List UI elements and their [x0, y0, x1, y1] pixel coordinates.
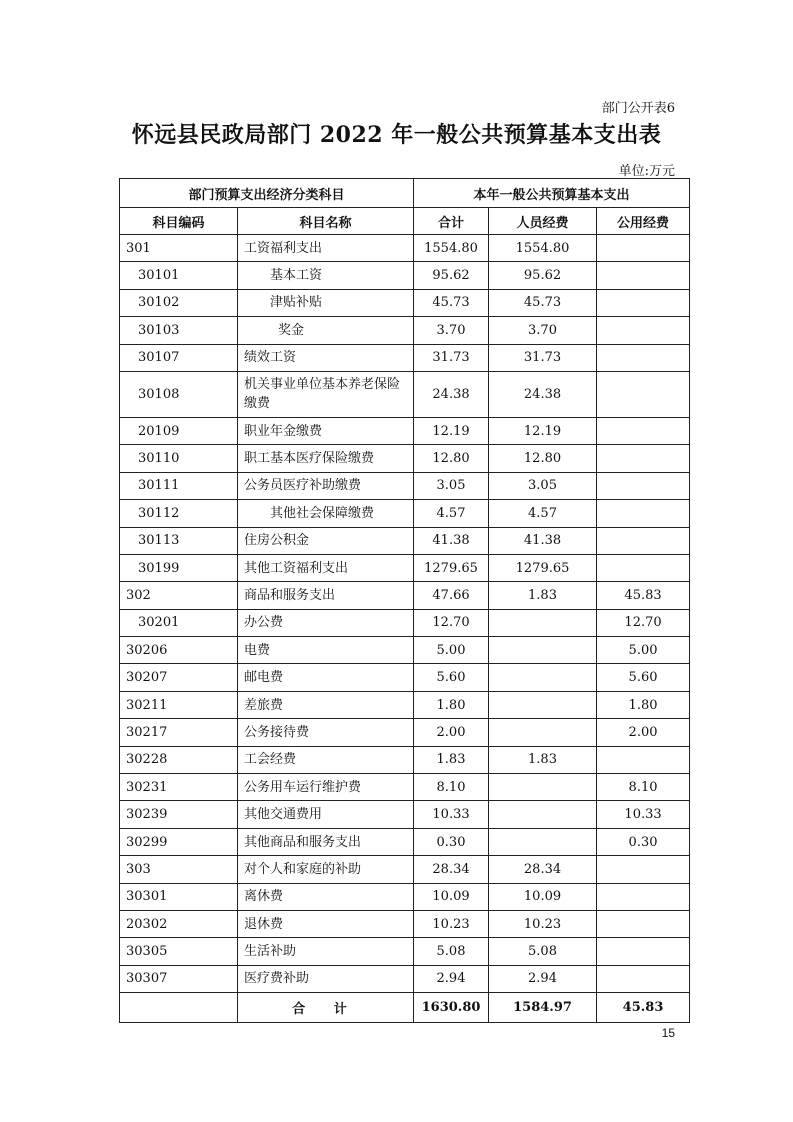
name-cell: 生活补助: [238, 938, 414, 965]
header-total: 合计: [414, 208, 489, 235]
name-cell: 差旅费: [238, 691, 414, 718]
total-cell: 12.19: [414, 417, 489, 444]
name-cell: 其他商品和服务支出: [238, 828, 414, 855]
code-cell: 30231: [120, 774, 238, 801]
budget-table: [119, 178, 690, 1023]
header-economic-category: 部门预算支出经济分类科目: [120, 179, 414, 208]
table-row: [120, 801, 690, 828]
table-row: [120, 527, 690, 554]
personnel-cell: 1554.80: [489, 235, 597, 262]
total-label: 合 计: [238, 993, 414, 1023]
table-row: [120, 719, 690, 746]
table-row: [120, 500, 690, 527]
total-cell: 47.66: [414, 582, 489, 609]
code-cell: 30101: [120, 262, 238, 289]
code-cell: 303: [120, 856, 238, 883]
personnel-cell: [489, 609, 597, 636]
total-cell: 10.33: [414, 801, 489, 828]
public-cell: [597, 883, 690, 910]
public-cell: [597, 472, 690, 499]
name-cell: 职工基本医疗保险缴费: [238, 445, 414, 472]
code-cell: 30111: [120, 472, 238, 499]
doc-label: 部门公开表6: [601, 101, 675, 116]
total-sum: 1630.80: [414, 993, 489, 1023]
public-cell: [597, 317, 690, 344]
personnel-cell: 1.83: [489, 746, 597, 773]
total-cell: 12.70: [414, 609, 489, 636]
table-row: [120, 938, 690, 965]
name-cell: 邮电费: [238, 664, 414, 691]
public-cell: [597, 289, 690, 316]
total-cell: 0.30: [414, 828, 489, 855]
header-basic-expenditure: 本年一般公共预算基本支出: [414, 179, 690, 208]
personnel-cell: 45.73: [489, 289, 597, 316]
table-row: [120, 262, 690, 289]
public-cell: 45.83: [597, 582, 690, 609]
header-name: 科目名称: [238, 208, 414, 235]
name-cell: 离休费: [238, 883, 414, 910]
code-cell: 30206: [120, 637, 238, 664]
personnel-cell: 28.34: [489, 856, 597, 883]
name-cell: 职业年金缴费: [238, 417, 414, 444]
total-cell: 5.08: [414, 938, 489, 965]
name-cell: 津贴补贴: [238, 289, 414, 316]
personnel-cell: [489, 664, 597, 691]
header-public: 公用经费: [597, 208, 690, 235]
page-number: 15: [661, 1026, 675, 1040]
code-cell: 30108: [120, 371, 238, 417]
code-cell: 30207: [120, 664, 238, 691]
code-cell: 30103: [120, 317, 238, 344]
total-public: 45.83: [597, 993, 690, 1023]
total-cell: 2.00: [414, 719, 489, 746]
name-cell: 公务用车运行维护费: [238, 774, 414, 801]
public-cell: [597, 938, 690, 965]
code-cell: 30299: [120, 828, 238, 855]
personnel-cell: [489, 691, 597, 718]
table-row: [120, 774, 690, 801]
total-code-cell: [120, 993, 238, 1023]
header-personnel: 人员经费: [489, 208, 597, 235]
total-cell: 1.80: [414, 691, 489, 718]
personnel-cell: 95.62: [489, 262, 597, 289]
name-cell: 绩效工资: [238, 344, 414, 371]
public-cell: 5.60: [597, 664, 690, 691]
total-cell: 28.34: [414, 856, 489, 883]
public-cell: [597, 527, 690, 554]
name-cell: 基本工资: [238, 262, 414, 289]
total-row: [120, 993, 690, 1023]
table-row: [120, 664, 690, 691]
table-row: [120, 417, 690, 444]
table-row: [120, 582, 690, 609]
personnel-cell: 10.09: [489, 883, 597, 910]
code-cell: 30102: [120, 289, 238, 316]
table-header-group-row: [120, 179, 690, 208]
personnel-cell: 5.08: [489, 938, 597, 965]
code-cell: 20302: [120, 910, 238, 937]
table-row: [120, 371, 690, 417]
table-row: [120, 691, 690, 718]
code-cell: 301: [120, 235, 238, 262]
name-cell: 工会经费: [238, 746, 414, 773]
personnel-cell: 10.23: [489, 910, 597, 937]
code-cell: 30110: [120, 445, 238, 472]
name-cell: 办公费: [238, 609, 414, 636]
code-cell: 30211: [120, 691, 238, 718]
total-cell: 4.57: [414, 500, 489, 527]
table-body: [120, 235, 690, 993]
total-personnel: 1584.97: [489, 993, 597, 1023]
public-cell: [597, 445, 690, 472]
public-cell: [597, 965, 690, 992]
personnel-cell: [489, 828, 597, 855]
public-cell: [597, 746, 690, 773]
total-cell: 95.62: [414, 262, 489, 289]
total-cell: 2.94: [414, 965, 489, 992]
name-cell: 电费: [238, 637, 414, 664]
personnel-cell: 3.70: [489, 317, 597, 344]
public-cell: [597, 235, 690, 262]
table-row: [120, 289, 690, 316]
public-cell: 5.00: [597, 637, 690, 664]
name-cell: 公务员医疗补助缴费: [238, 472, 414, 499]
code-cell: 30199: [120, 554, 238, 581]
total-cell: 5.60: [414, 664, 489, 691]
personnel-cell: 24.38: [489, 371, 597, 417]
name-cell: 其他交通费用: [238, 801, 414, 828]
code-cell: 30301: [120, 883, 238, 910]
total-cell: 41.38: [414, 527, 489, 554]
public-cell: 8.10: [597, 774, 690, 801]
total-cell: 45.73: [414, 289, 489, 316]
page-title: 怀远县民政局部门 2022 年一般公共预算基本支出表: [131, 122, 662, 148]
public-cell: 12.70: [597, 609, 690, 636]
name-cell: 奖金: [238, 317, 414, 344]
table-row: [120, 965, 690, 992]
total-cell: 5.00: [414, 637, 489, 664]
name-cell: 住房公积金: [238, 527, 414, 554]
code-cell: 30113: [120, 527, 238, 554]
personnel-cell: 12.19: [489, 417, 597, 444]
public-cell: 1.80: [597, 691, 690, 718]
code-cell: 30112: [120, 500, 238, 527]
table-row: [120, 828, 690, 855]
public-cell: 10.33: [597, 801, 690, 828]
public-cell: [597, 262, 690, 289]
table-row: [120, 317, 690, 344]
public-cell: [597, 371, 690, 417]
public-cell: 0.30: [597, 828, 690, 855]
code-cell: 20109: [120, 417, 238, 444]
name-cell: 机关事业单位基本养老保险缴费: [238, 371, 414, 417]
table-row: [120, 910, 690, 937]
personnel-cell: 2.94: [489, 965, 597, 992]
total-cell: 12.80: [414, 445, 489, 472]
total-cell: 31.73: [414, 344, 489, 371]
personnel-cell: [489, 719, 597, 746]
name-cell: 商品和服务支出: [238, 582, 414, 609]
name-cell: 退休费: [238, 910, 414, 937]
personnel-cell: [489, 801, 597, 828]
public-cell: [597, 417, 690, 444]
code-cell: 30307: [120, 965, 238, 992]
name-cell: 其他社会保障缴费: [238, 500, 414, 527]
personnel-cell: 4.57: [489, 500, 597, 527]
public-cell: [597, 344, 690, 371]
header-code: 科目编码: [120, 208, 238, 235]
personnel-cell: 12.80: [489, 445, 597, 472]
name-cell: 医疗费补助: [238, 965, 414, 992]
public-cell: [597, 910, 690, 937]
public-cell: [597, 500, 690, 527]
code-cell: 30107: [120, 344, 238, 371]
name-cell: 对个人和家庭的补助: [238, 856, 414, 883]
personnel-cell: 41.38: [489, 527, 597, 554]
total-cell: 3.70: [414, 317, 489, 344]
table-row: [120, 856, 690, 883]
table-row: [120, 883, 690, 910]
name-cell: 工资福利支出: [238, 235, 414, 262]
personnel-cell: 1279.65: [489, 554, 597, 581]
name-cell: 其他工资福利支出: [238, 554, 414, 581]
table-row: [120, 235, 690, 262]
code-cell: 30217: [120, 719, 238, 746]
personnel-cell: 3.05: [489, 472, 597, 499]
name-cell: 公务接待费: [238, 719, 414, 746]
table-header-row: [120, 208, 690, 235]
table-row: [120, 344, 690, 371]
total-cell: 1279.65: [414, 554, 489, 581]
total-cell: 3.05: [414, 472, 489, 499]
public-cell: 2.00: [597, 719, 690, 746]
table-row: [120, 445, 690, 472]
code-cell: 30239: [120, 801, 238, 828]
table-row: [120, 637, 690, 664]
code-cell: 30228: [120, 746, 238, 773]
total-cell: 8.10: [414, 774, 489, 801]
personnel-cell: [489, 774, 597, 801]
total-cell: 1554.80: [414, 235, 489, 262]
code-cell: 30201: [120, 609, 238, 636]
table-row: [120, 609, 690, 636]
code-cell: 30305: [120, 938, 238, 965]
code-cell: 302: [120, 582, 238, 609]
total-cell: 1.83: [414, 746, 489, 773]
table-row: [120, 554, 690, 581]
total-cell: 10.23: [414, 910, 489, 937]
table-row: [120, 746, 690, 773]
personnel-cell: 31.73: [489, 344, 597, 371]
total-cell: 10.09: [414, 883, 489, 910]
unit-label: 单位:万元: [618, 164, 675, 179]
personnel-cell: [489, 637, 597, 664]
public-cell: [597, 554, 690, 581]
public-cell: [597, 856, 690, 883]
total-cell: 24.38: [414, 371, 489, 417]
table-row: [120, 472, 690, 499]
personnel-cell: 1.83: [489, 582, 597, 609]
